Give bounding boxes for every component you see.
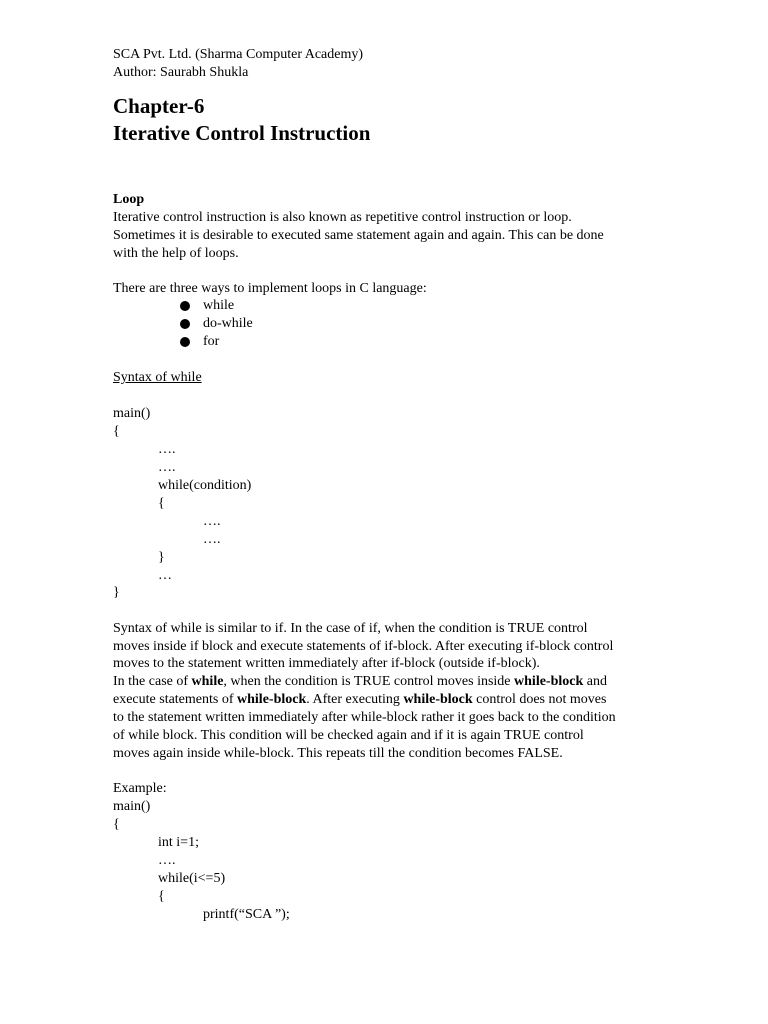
text-span: execute statements of [113, 692, 238, 707]
code-line: while(condition) [158, 478, 252, 493]
paragraph-line: moves to the statement written immediately after if-block (outside if-block). [113, 656, 540, 671]
bullet-icon [180, 301, 190, 311]
code-line: main() [113, 799, 151, 814]
text-span: and [583, 674, 607, 689]
code-line: …. [158, 460, 176, 475]
bullet-icon [180, 319, 190, 329]
syntax-heading: Syntax of while [113, 370, 202, 385]
bold-keyword: while-block [237, 692, 307, 707]
intro-line-2: Sometimes it is desirable to executed same statement again and again. This can be done [113, 228, 604, 243]
bullet-icon [180, 337, 190, 347]
intro-line-1: Iterative control instruction is also known as repetitive control instruction or loop. [113, 210, 572, 225]
intro-line-3: with the help of loops. [113, 246, 239, 261]
code-line: printf(“SCA ”); [203, 907, 290, 922]
code-line: …. [203, 532, 221, 547]
text-span: , when the condition is TRUE control moves inside [223, 674, 515, 689]
paragraph-line: moves again inside while-block. This repeats till the condition becomes FALSE. [113, 746, 563, 761]
example-label: Example: [113, 781, 167, 796]
code-line: main() [113, 406, 151, 421]
text-span: control does not moves [472, 692, 607, 707]
code-line: } [113, 585, 120, 600]
list-item: do-while [203, 316, 253, 331]
code-line: … [158, 568, 172, 583]
list-item: for [203, 334, 220, 349]
paragraph-line: of while block. This condition will be checked again and if it is again TRUE control [113, 728, 584, 743]
text-span: In the case of [113, 674, 192, 689]
company-name: SCA Pvt. Ltd. (Sharma Computer Academy) [113, 47, 364, 62]
paragraph-line: Syntax of while is similar to if. In the case of if, when the condition is TRUE control [113, 621, 588, 636]
list-item: while [203, 298, 235, 313]
paragraph-line: to the statement written immediately after while-block rather it goes back to the condition [113, 710, 616, 725]
code-line: …. [158, 853, 176, 868]
author-line: Author: Saurabh Shukla [113, 65, 249, 80]
bold-keyword: while-block [514, 674, 584, 689]
loop-heading: Loop [113, 192, 145, 207]
code-line: } [158, 550, 165, 565]
paragraph-line [113, 673, 607, 691]
code-line: while(i<=5) [158, 871, 226, 886]
code-line: …. [203, 514, 221, 529]
code-line: int i=1; [158, 835, 199, 850]
text-span: . After executing [306, 692, 404, 707]
bold-keyword: while-block [403, 692, 473, 707]
paragraph-line [113, 691, 606, 709]
code-line: { [158, 496, 165, 511]
code-line: { [113, 424, 120, 439]
code-line: { [158, 889, 165, 904]
ways-intro: There are three ways to implement loops in C language: [113, 281, 427, 296]
chapter-title: Iterative Control Instruction [113, 121, 371, 145]
code-line: { [113, 817, 120, 832]
bold-keyword: while [191, 674, 224, 689]
paragraph-line: moves inside if block and execute statements of if-block. After executing if-block control [113, 639, 614, 654]
chapter-number: Chapter-6 [113, 94, 205, 118]
code-line: …. [158, 442, 176, 457]
